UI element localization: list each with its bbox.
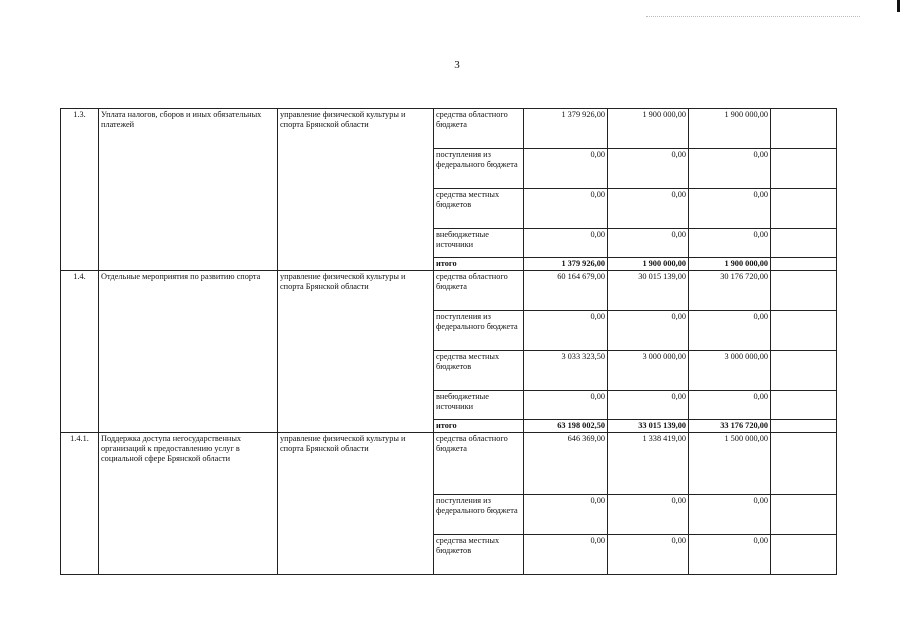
amount-year-3: 0,00: [689, 494, 771, 534]
funding-source: внебюджетные источники: [434, 390, 524, 419]
amount-year-3: 0,00: [689, 310, 771, 350]
amount-year-3: 3 000 000,00: [689, 350, 771, 390]
empty-cell: [771, 270, 837, 310]
page-number: 3: [454, 59, 460, 71]
funding-source: поступления из федерального бюджета: [434, 494, 524, 534]
empty-cell: [771, 350, 837, 390]
funding-source: поступления из федерального бюджета: [434, 310, 524, 350]
funding-source: средства местных бюджетов: [434, 534, 524, 574]
amount-year-2: 0,00: [608, 229, 689, 258]
empty-cell: [771, 390, 837, 419]
empty-cell: [771, 258, 837, 271]
amount-year-2: 0,00: [608, 494, 689, 534]
amount-year-3: 33 176 720,00: [689, 419, 771, 432]
amount-year-2: 0,00: [608, 189, 689, 229]
item-executor: управление физической культуры и спорта Брянской области: [278, 109, 434, 271]
empty-cell: [771, 189, 837, 229]
amount-year-1: 0,00: [524, 494, 608, 534]
amount-year-3: 1 900 000,00: [689, 109, 771, 149]
amount-year-3: 0,00: [689, 149, 771, 189]
amount-year-2: 1 338 419,00: [608, 432, 689, 494]
amount-year-1: 646 369,00: [524, 432, 608, 494]
amount-year-3: 0,00: [689, 534, 771, 574]
item-index: 1.3.: [61, 109, 99, 271]
amount-year-3: 0,00: [689, 390, 771, 419]
amount-year-3: 0,00: [689, 229, 771, 258]
amount-year-1: 1 379 926,00: [524, 258, 608, 271]
empty-cell: [771, 310, 837, 350]
empty-cell: [771, 432, 837, 494]
funding-source: итого: [434, 419, 524, 432]
amount-year-1: 0,00: [524, 149, 608, 189]
funding-source: итого: [434, 258, 524, 271]
amount-year-1: 3 033 323,50: [524, 350, 608, 390]
funding-source: средства областного бюджета: [434, 270, 524, 310]
amount-year-3: 30 176 720,00: [689, 270, 771, 310]
amount-year-1: 0,00: [524, 534, 608, 574]
amount-year-1: 0,00: [524, 390, 608, 419]
amount-year-3: 0,00: [689, 189, 771, 229]
funding-source: средства местных бюджетов: [434, 189, 524, 229]
amount-year-3: 1 900 000,00: [689, 258, 771, 271]
item-title: Уплата налогов, сборов и иных обязательных платежей: [99, 109, 278, 271]
amount-year-2: 33 015 139,00: [608, 419, 689, 432]
amount-year-1: 1 379 926,00: [524, 109, 608, 149]
empty-cell: [771, 419, 837, 432]
item-title: Отдельные мероприятия по развитию спорта: [99, 270, 278, 432]
budget-table: [60, 108, 837, 575]
item-title: Поддержка доступа негосударственных организаций к предоставлению услуг в социальной сфере Брянской области: [99, 432, 278, 574]
empty-cell: [771, 109, 837, 149]
amount-year-2: 30 015 139,00: [608, 270, 689, 310]
amount-year-2: 0,00: [608, 534, 689, 574]
amount-year-1: 63 198 002,50: [524, 419, 608, 432]
scan-edge-mark: [897, 0, 900, 12]
empty-cell: [771, 229, 837, 258]
amount-year-2: 0,00: [608, 310, 689, 350]
amount-year-2: 1 900 000,00: [608, 109, 689, 149]
item-index: 1.4.1.: [61, 432, 99, 574]
amount-year-1: 0,00: [524, 310, 608, 350]
amount-year-1: 0,00: [524, 229, 608, 258]
empty-cell: [771, 149, 837, 189]
empty-cell: [771, 494, 837, 534]
funding-source: поступления из федерального бюджета: [434, 149, 524, 189]
amount-year-2: 0,00: [608, 149, 689, 189]
item-executor: управление физической культуры и спорта Брянской области: [278, 270, 434, 432]
funding-source: внебюджетные источники: [434, 229, 524, 258]
funding-source: средства местных бюджетов: [434, 350, 524, 390]
table-row: [61, 109, 837, 149]
funding-source: средства областного бюджета: [434, 432, 524, 494]
empty-cell: [771, 534, 837, 574]
amount-year-2: 1 900 000,00: [608, 258, 689, 271]
amount-year-2: 3 000 000,00: [608, 350, 689, 390]
amount-year-2: 0,00: [608, 390, 689, 419]
amount-year-3: 1 500 000,00: [689, 432, 771, 494]
amount-year-1: 60 164 679,00: [524, 270, 608, 310]
table-row: [61, 270, 837, 310]
item-executor: управление физической культуры и спорта Брянской области: [278, 432, 434, 574]
item-index: 1.4.: [61, 270, 99, 432]
amount-year-1: 0,00: [524, 189, 608, 229]
table-row: [61, 432, 837, 494]
funding-source: средства областного бюджета: [434, 109, 524, 149]
scan-noise: [646, 16, 860, 18]
